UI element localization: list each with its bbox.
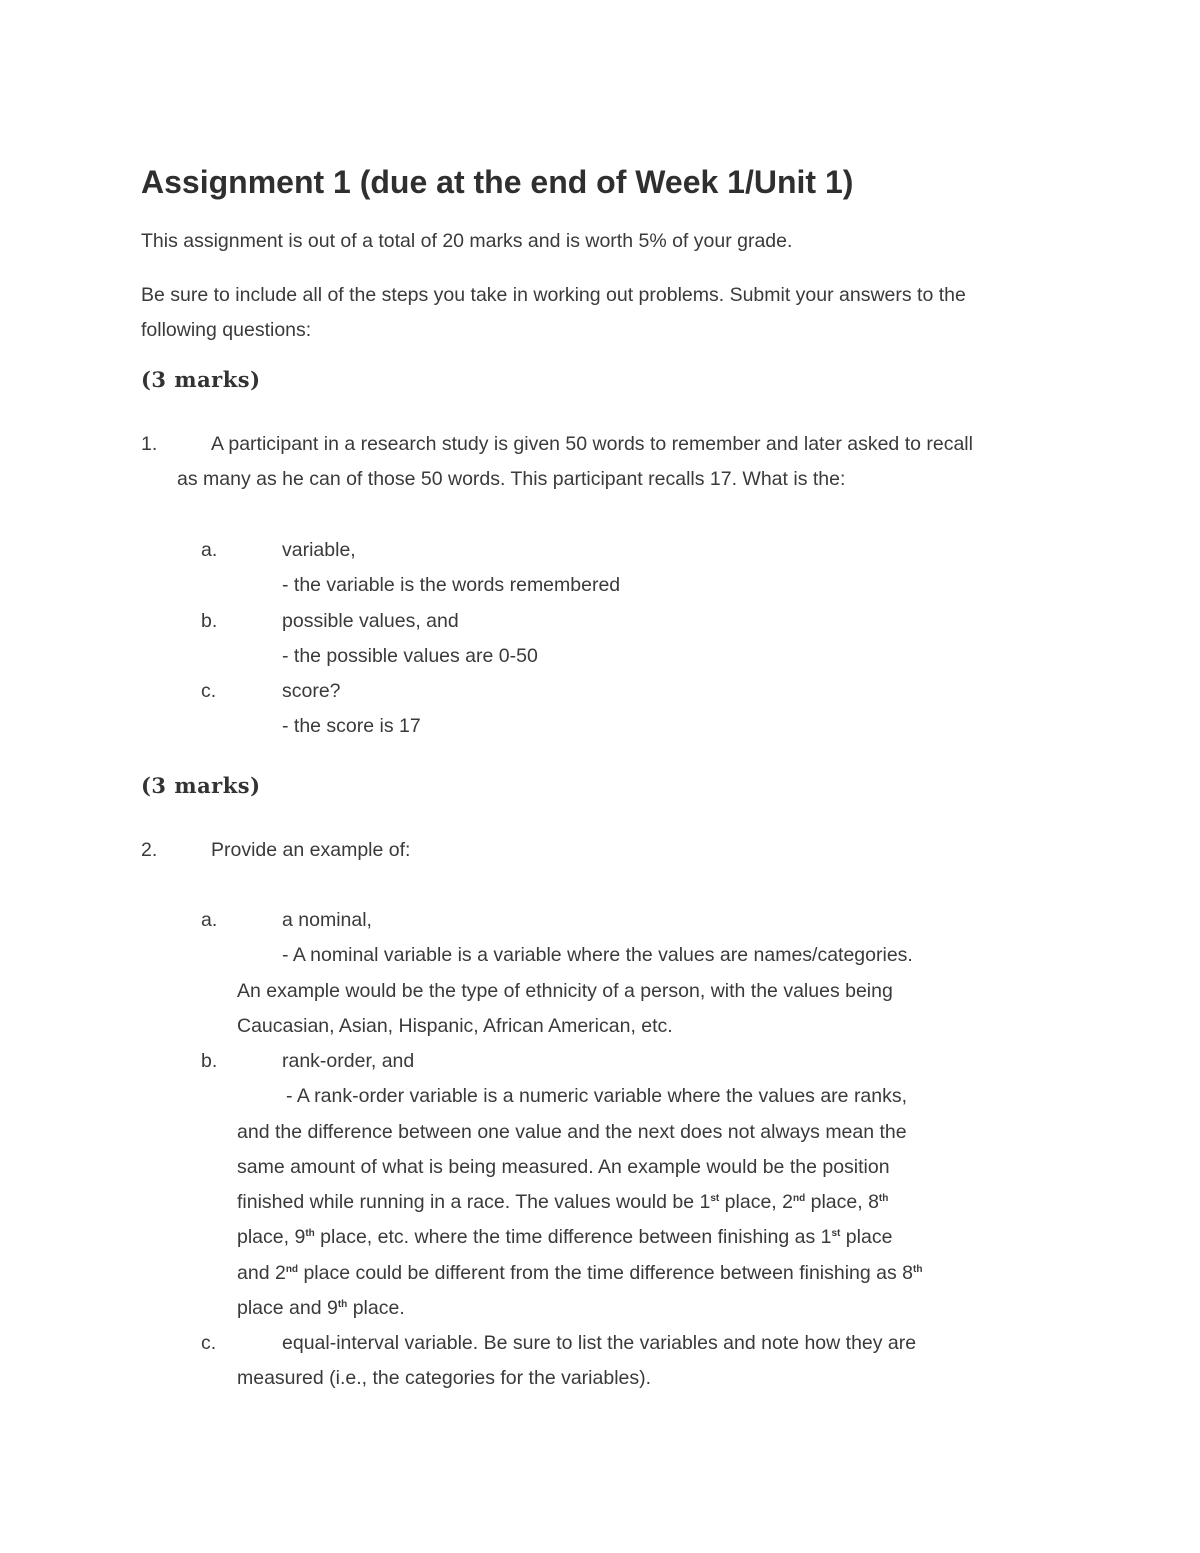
q1-item-c-letter: c. — [201, 680, 217, 702]
q2-item-c-line-2: measured (i.e., the categories for the variables). — [237, 1367, 652, 1389]
page-title: Assignment 1 (due at the end of Week 1/Unit 1) — [141, 164, 854, 200]
q1-text-line-1: A participant in a research study is given 50 words to remember and later asked to recall — [211, 433, 973, 455]
q2-item-a-label: a nominal, — [282, 909, 372, 931]
q2-prompt: Provide an example of: — [211, 839, 411, 861]
q1-item-a-label: variable, — [282, 539, 356, 561]
q1-marks-heading: (3 marks) — [141, 367, 261, 392]
q2-item-b-answer-line-3: same amount of what is being measured. An example would be the position — [237, 1156, 890, 1178]
q1-item-c-label: score? — [282, 680, 341, 702]
q2-item-a-answer-line-3: Caucasian, Asian, Hispanic, African American, etc. — [237, 1015, 673, 1037]
q2-item-b-answer-line-6: and 2nd place could be different from the time difference between finishing as 8th — [237, 1262, 923, 1284]
q2-item-a-answer-line-1: - A nominal variable is a variable where the values are names/categories. — [282, 944, 913, 966]
q1-text-line-2: as many as he can of those 50 words. This participant recalls 17. What is the: — [177, 468, 846, 490]
q1-item-a-letter: a. — [201, 539, 218, 561]
intro-text: This assignment is out of a total of 20 marks and is worth 5% of your grade. — [141, 230, 793, 252]
q1-item-c-answer: - the score is 17 — [282, 715, 421, 737]
q1-item-a-answer: - the variable is the words remembered — [282, 574, 621, 596]
q2-item-b-answer-line-1: - A rank-order variable is a numeric variable where the values are ranks, — [286, 1085, 908, 1107]
q2-item-a-letter: a. — [201, 909, 218, 931]
q2-item-b-label: rank-order, and — [282, 1050, 415, 1072]
instructions-line-1: Be sure to include all of the steps you take in working out problems. Submit your answers to the — [141, 284, 966, 306]
q2-item-b-answer-line-4: finished while running in a race. The values would be 1st place, 2nd place, 8th — [237, 1191, 889, 1213]
q2-item-a-answer-line-2: An example would be the type of ethnicity of a person, with the values being — [237, 980, 893, 1002]
q1-item-b-letter: b. — [201, 610, 218, 632]
q2-item-b-letter: b. — [201, 1050, 218, 1072]
q2-item-b-answer-line-2: and the difference between one value and the next does not always mean the — [237, 1121, 907, 1143]
q2-item-c-letter: c. — [201, 1332, 217, 1354]
q2-item-b-answer-line-5: place, 9th place, etc. where the time difference between finishing as 1st place — [237, 1226, 893, 1248]
q2-item-c-line-1: equal-interval variable. Be sure to list the variables and note how they are — [282, 1332, 917, 1354]
q1-item-b-label: possible values, and — [282, 610, 459, 632]
q2-number: 2. — [141, 839, 158, 861]
q2-item-b-answer-line-7: place and 9th place. — [237, 1297, 405, 1319]
instructions-line-2: following questions: — [141, 319, 312, 341]
q1-item-b-answer: - the possible values are 0-50 — [282, 645, 538, 667]
q1-number: 1. — [141, 433, 158, 455]
q2-marks-heading: (3 marks) — [141, 773, 261, 798]
